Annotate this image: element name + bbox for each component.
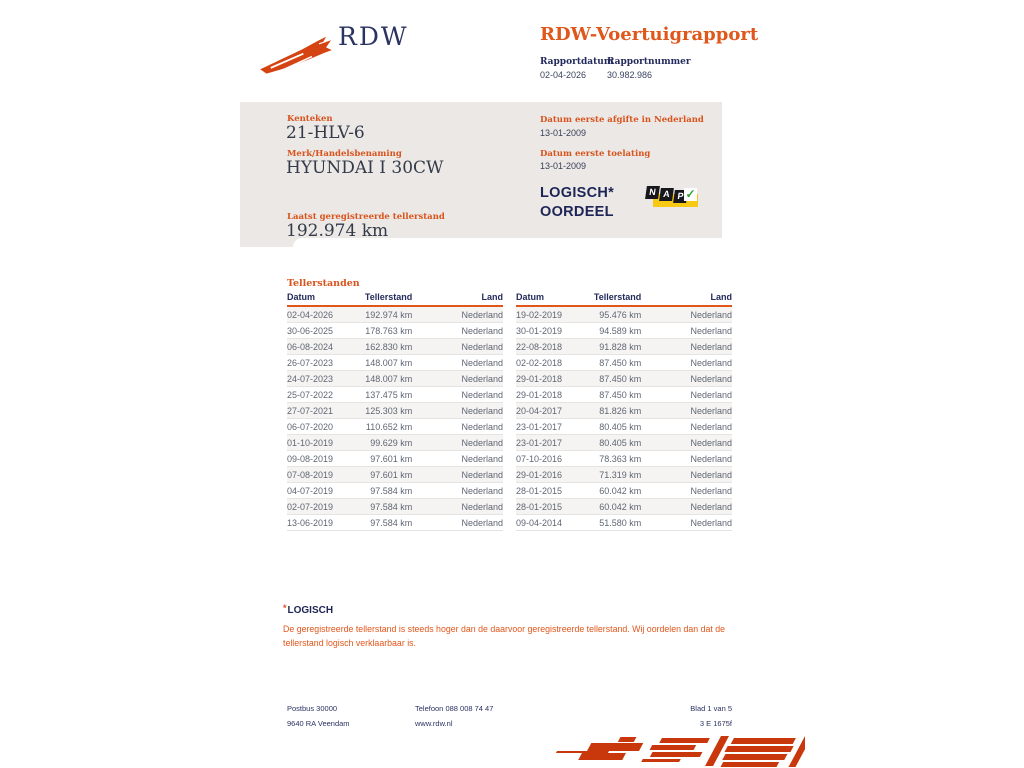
cell-datum: 09-08-2019 xyxy=(287,454,334,464)
merk-value: HYUNDAI I 30CW xyxy=(286,158,444,178)
eerste-toelating-label: Datum eerste toelating xyxy=(540,149,651,159)
table-row xyxy=(516,371,732,387)
cell-datum: 29-01-2018 xyxy=(516,374,563,384)
eerste-afgifte-value: 13-01-2009 xyxy=(540,128,587,138)
cell-land: Nederland xyxy=(461,310,503,320)
nap-letter-a: A xyxy=(659,188,674,201)
cell-land: Nederland xyxy=(461,358,503,368)
cell-datum: 07-08-2019 xyxy=(287,470,334,480)
cell-tellerstand: 97.584 km xyxy=(370,518,413,528)
footnote-asterisk: * xyxy=(283,603,287,613)
cell-tellerstand: 95.476 km xyxy=(599,310,642,320)
column-header-tellerstand: Tellerstand xyxy=(354,290,412,306)
cell-tellerstand: 80.405 km xyxy=(599,422,642,432)
cell-land: Nederland xyxy=(461,422,503,432)
cell-datum: 24-07-2023 xyxy=(287,374,334,384)
cell-land: Nederland xyxy=(461,406,503,416)
cell-tellerstand: 97.584 km xyxy=(370,486,413,496)
footer-page-info xyxy=(602,701,732,731)
cell-land: Nederland xyxy=(690,470,732,480)
table-row xyxy=(287,451,503,467)
footer-graphic xyxy=(543,736,805,768)
cell-land: Nederland xyxy=(690,486,732,496)
table-row xyxy=(287,435,503,451)
cell-tellerstand: 91.828 km xyxy=(599,342,642,352)
cell-datum: 06-07-2020 xyxy=(287,422,334,432)
cell-tellerstand: 148.007 km xyxy=(365,358,413,368)
cell-datum: 23-01-2017 xyxy=(516,438,563,448)
table-row xyxy=(516,306,732,323)
oordeel-line1: LOGISCH* xyxy=(540,185,615,201)
table-row xyxy=(287,419,503,435)
cell-land: Nederland xyxy=(690,406,732,416)
table-row xyxy=(287,483,503,499)
cell-tellerstand: 60.042 km xyxy=(599,486,642,496)
cell-datum: 29-01-2018 xyxy=(516,390,563,400)
cell-datum: 30-06-2025 xyxy=(287,326,334,336)
cell-tellerstand: 94.589 km xyxy=(599,326,642,336)
cell-tellerstand: 80.405 km xyxy=(599,438,642,448)
cell-tellerstand: 97.601 km xyxy=(370,470,413,480)
nap-checkmark-icon: ✓ xyxy=(685,187,696,201)
column-header-land: Land xyxy=(412,290,503,306)
cell-datum: 19-02-2019 xyxy=(516,310,563,320)
table-row xyxy=(287,467,503,483)
rdw-logo-text: RDW xyxy=(338,22,409,51)
footer-phone: Telefoon 088 008 74 47 xyxy=(415,704,494,713)
cell-tellerstand: 97.601 km xyxy=(370,454,413,464)
cell-land: Nederland xyxy=(690,326,732,336)
report-date-label: Rapportdatum xyxy=(540,57,614,67)
cell-land: Nederland xyxy=(461,342,503,352)
report-number-label: Rapportnummer xyxy=(607,57,691,67)
logisch-footnote xyxy=(283,603,738,650)
footer-form-code: 3 E 1675f xyxy=(699,719,732,728)
table-header-row xyxy=(287,290,503,306)
column-header-datum: Datum xyxy=(287,290,354,306)
cell-tellerstand: 137.475 km xyxy=(365,390,413,400)
cell-tellerstand: 87.450 km xyxy=(599,358,642,368)
table-row xyxy=(516,483,732,499)
cell-tellerstand: 148.007 km xyxy=(365,374,413,384)
cell-land: Nederland xyxy=(461,502,503,512)
table-row xyxy=(287,515,503,531)
cell-tellerstand: 78.363 km xyxy=(599,454,642,464)
cell-datum: 02-07-2019 xyxy=(287,502,334,512)
report-date-value: 02-04-2026 xyxy=(540,70,587,80)
cell-land: Nederland xyxy=(690,390,732,400)
cell-tellerstand: 71.319 km xyxy=(599,470,642,480)
tellerstanden-table-left xyxy=(287,290,503,531)
cell-datum: 23-01-2017 xyxy=(516,422,563,432)
cell-datum: 02-02-2018 xyxy=(516,358,563,368)
table-row xyxy=(287,387,503,403)
oordeel-line2: OORDEEL xyxy=(540,204,614,220)
nap-logo xyxy=(646,185,698,208)
tellerstanden-table-right xyxy=(516,290,732,531)
column-header-land: Land xyxy=(641,290,732,306)
cell-tellerstand: 87.450 km xyxy=(599,390,642,400)
footer-address xyxy=(287,701,350,731)
cell-land: Nederland xyxy=(690,438,732,448)
cell-tellerstand: 81.826 km xyxy=(599,406,642,416)
footer-website-link[interactable]: www.rdw.nl xyxy=(415,719,453,728)
table-row xyxy=(516,435,732,451)
cell-tellerstand: 178.763 km xyxy=(365,326,413,336)
table-row xyxy=(287,339,503,355)
cell-datum: 20-04-2017 xyxy=(516,406,563,416)
kenteken-value: 21-HLV-6 xyxy=(286,123,365,143)
kenteken-label: Kenteken xyxy=(287,114,333,124)
table-row xyxy=(287,323,503,339)
cell-tellerstand: 60.042 km xyxy=(599,502,642,512)
cell-datum: 04-07-2019 xyxy=(287,486,334,496)
table-row xyxy=(287,499,503,515)
table-row xyxy=(516,323,732,339)
table-row xyxy=(516,419,732,435)
cell-tellerstand: 192.974 km xyxy=(365,310,413,320)
table-row xyxy=(516,451,732,467)
table-row xyxy=(516,467,732,483)
tellerstanden-heading: Tellerstanden xyxy=(287,278,360,289)
cell-datum: 25-07-2022 xyxy=(287,390,334,400)
cell-datum: 02-04-2026 xyxy=(287,310,334,320)
footnote-title-text: LOGISCH xyxy=(287,605,334,616)
cell-tellerstand: 97.584 km xyxy=(370,502,413,512)
cell-land: Nederland xyxy=(690,502,732,512)
cell-tellerstand: 51.580 km xyxy=(599,518,642,528)
nap-letter-p: P xyxy=(673,190,688,203)
cell-tellerstand: 125.303 km xyxy=(365,406,413,416)
table-header-row xyxy=(516,290,732,306)
rdw-eagle-icon xyxy=(258,30,336,76)
cell-land: Nederland xyxy=(461,390,503,400)
cell-land: Nederland xyxy=(690,358,732,368)
table-row xyxy=(516,355,732,371)
footnote-title xyxy=(283,603,738,616)
cell-datum: 26-07-2023 xyxy=(287,358,334,368)
tellerstand-value: 192.974 km xyxy=(286,221,389,241)
cell-land: Nederland xyxy=(461,438,503,448)
cell-land: Nederland xyxy=(461,454,503,464)
tellerstanden-tables xyxy=(287,290,732,531)
cell-land: Nederland xyxy=(690,422,732,432)
cell-land: Nederland xyxy=(461,470,503,480)
table-row xyxy=(287,371,503,387)
cell-land: Nederland xyxy=(461,326,503,336)
cell-tellerstand: 162.830 km xyxy=(365,342,413,352)
report-title: RDW-Voertuigrapport xyxy=(540,24,759,45)
cell-datum: 30-01-2019 xyxy=(516,326,563,336)
column-header-tellerstand: Tellerstand xyxy=(583,290,641,306)
table-row xyxy=(287,355,503,371)
footer-address-line1: Postbus 30000 xyxy=(287,704,338,713)
footer-page-number: Blad 1 van 5 xyxy=(690,704,732,713)
cell-land: Nederland xyxy=(690,518,732,528)
cell-land: Nederland xyxy=(690,374,732,384)
table-row xyxy=(287,306,503,323)
cell-datum: 27-07-2021 xyxy=(287,406,334,416)
cell-datum: 28-01-2015 xyxy=(516,486,563,496)
cell-datum: 09-04-2014 xyxy=(516,518,563,528)
vehicle-info-box xyxy=(240,102,722,247)
footer-address-line2: 9640 RA Veendam xyxy=(287,719,350,728)
cell-land: Nederland xyxy=(690,310,732,320)
cell-tellerstand: 87.450 km xyxy=(599,374,642,384)
cell-datum: 06-08-2024 xyxy=(287,342,334,352)
table-row xyxy=(516,515,732,531)
cell-land: Nederland xyxy=(461,374,503,384)
report-number-value: 30.982.986 xyxy=(607,70,653,80)
table-row xyxy=(516,403,732,419)
cell-datum: 13-06-2019 xyxy=(287,518,334,528)
oordeel-verdict xyxy=(540,184,614,222)
table-row xyxy=(516,339,732,355)
cell-datum: 01-10-2019 xyxy=(287,438,334,448)
cell-datum: 29-01-2016 xyxy=(516,470,563,480)
eerste-toelating-value: 13-01-2009 xyxy=(540,161,587,171)
table-row xyxy=(516,387,732,403)
table-row xyxy=(516,499,732,515)
table-row xyxy=(287,403,503,419)
cell-land: Nederland xyxy=(690,454,732,464)
cell-datum: 28-01-2015 xyxy=(516,502,563,512)
cell-land: Nederland xyxy=(461,486,503,496)
cell-tellerstand: 99.629 km xyxy=(370,438,413,448)
tellerstand-label: Laatst geregistreerde tellerstand xyxy=(287,212,445,222)
footnote-text: De geregistreerde tellerstand is steeds hoger dan de daarvoor geregistreerde tellerstand. Wij oordelen dan dat de tellerstand logisch verklaarbaar is. xyxy=(283,624,726,648)
cell-tellerstand: 110.652 km xyxy=(365,422,413,432)
eerste-afgifte-label: Datum eerste afgifte in Nederland xyxy=(540,115,704,125)
column-header-datum: Datum xyxy=(516,290,583,306)
cell-datum: 07-10-2016 xyxy=(516,454,563,464)
cell-land: Nederland xyxy=(461,518,503,528)
merk-label: Merk/Handelsbenaming xyxy=(287,149,402,159)
cell-datum: 22-08-2018 xyxy=(516,342,563,352)
cell-land: Nederland xyxy=(690,342,732,352)
footer-contact xyxy=(415,701,493,731)
rdw-logo xyxy=(258,22,458,78)
nap-letter-n: N xyxy=(645,186,660,199)
